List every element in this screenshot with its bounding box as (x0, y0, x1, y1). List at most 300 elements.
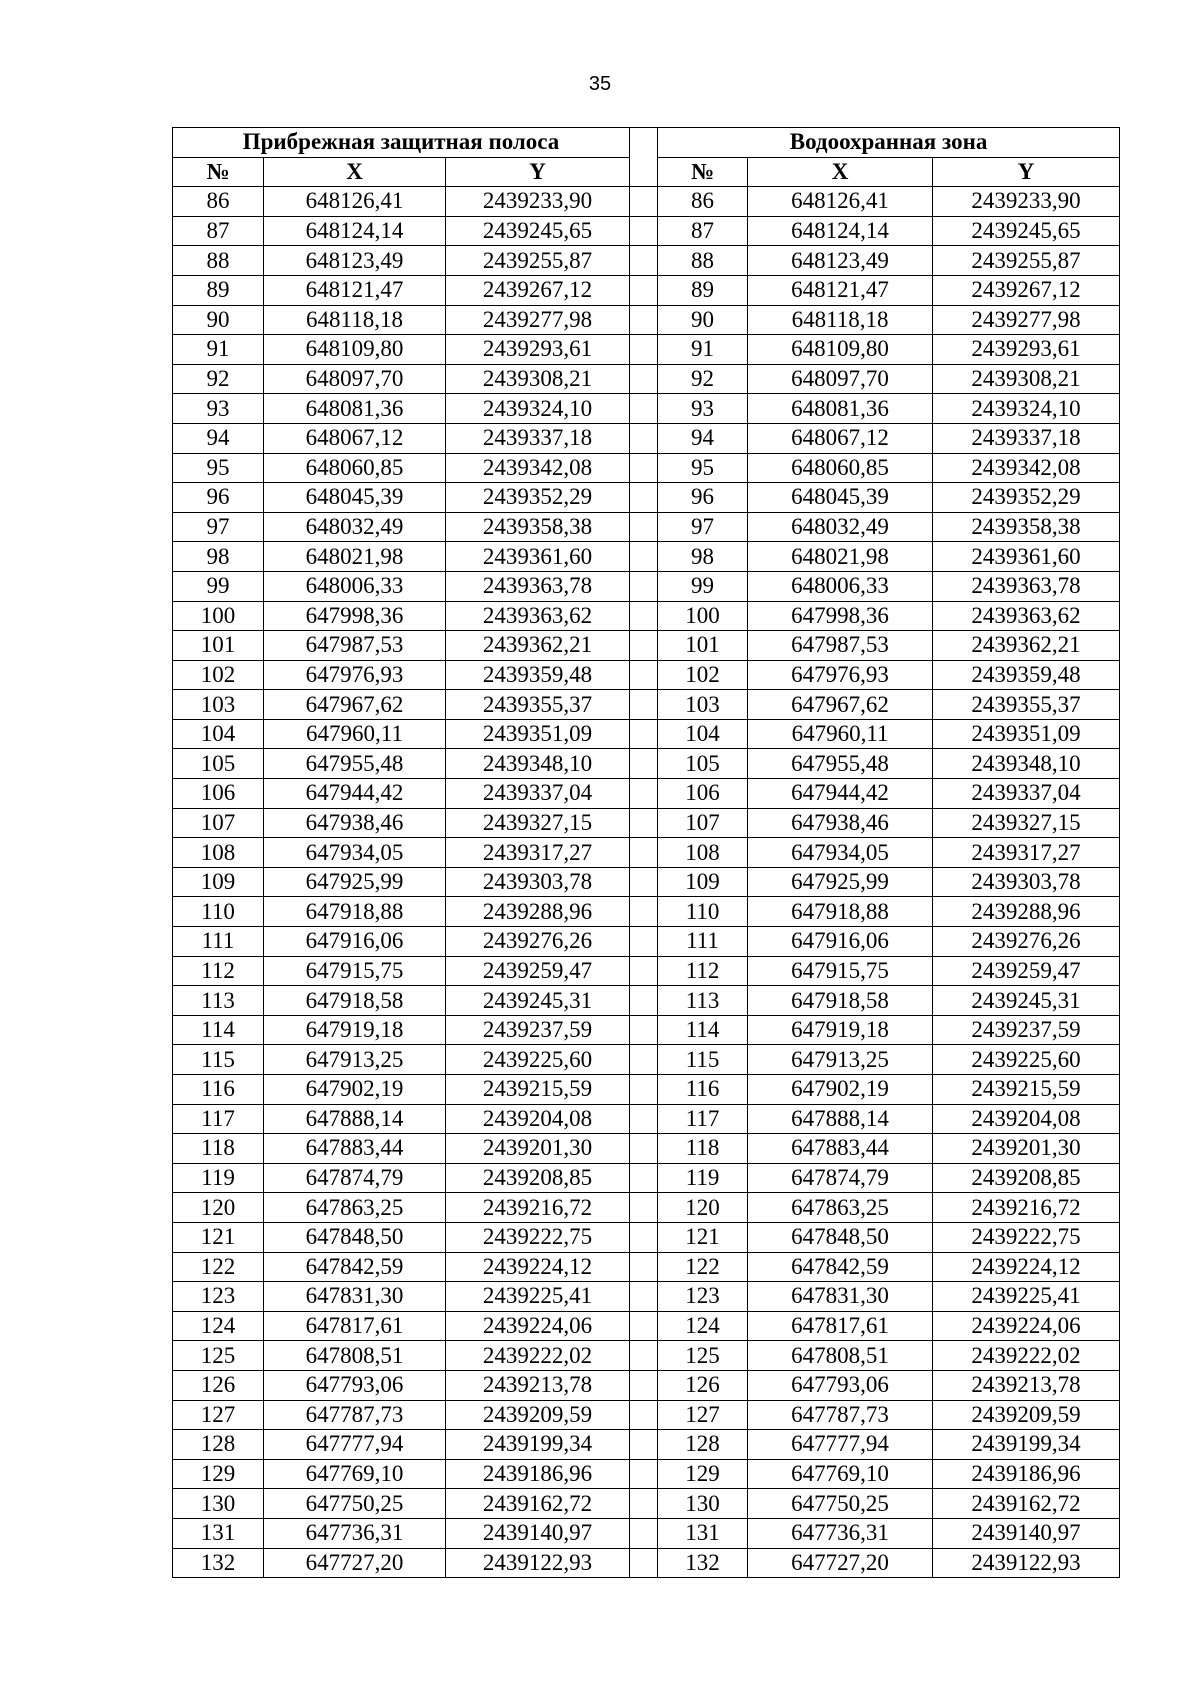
right-cell-number: 114 (658, 1015, 748, 1045)
right-cell-y: 2439245,65 (933, 216, 1120, 246)
right-cell-x: 648081,36 (748, 394, 933, 424)
right-cell-number: 117 (658, 1104, 748, 1134)
left-cell-x: 647915,75 (264, 956, 446, 986)
left-cell-number: 123 (173, 1282, 264, 1312)
left-cell-x: 647944,42 (264, 779, 446, 809)
left-cell-y: 2439363,78 (446, 571, 630, 601)
left-cell-x: 647967,62 (264, 690, 446, 720)
left-cell-number: 118 (173, 1134, 264, 1164)
left-cell-number: 121 (173, 1222, 264, 1252)
left-cell-x: 647793,06 (264, 1370, 446, 1400)
right-cell-number: 124 (658, 1311, 748, 1341)
left-cell-number: 93 (173, 394, 264, 424)
right-cell-x: 647787,73 (748, 1400, 933, 1430)
right-cell-number: 128 (658, 1430, 748, 1460)
left-cell-number: 92 (173, 364, 264, 394)
right-cell-number: 96 (658, 483, 748, 513)
left-cell-x: 647888,14 (264, 1104, 446, 1134)
right-cell-y: 2439327,15 (933, 808, 1120, 838)
left-cell-y: 2439222,02 (446, 1341, 630, 1371)
left-cell-number: 128 (173, 1430, 264, 1460)
left-cell-x: 647918,58 (264, 986, 446, 1016)
right-cell-y: 2439208,85 (933, 1163, 1120, 1193)
right-cell-number: 116 (658, 1075, 748, 1105)
title-row (173, 128, 1120, 158)
right-cell-number: 110 (658, 897, 748, 927)
table-row (173, 986, 1120, 1016)
table-row (173, 631, 1120, 661)
right-cell-y: 2439288,96 (933, 897, 1120, 927)
right-cell-x: 647831,30 (748, 1282, 933, 1312)
table-gap-cell (630, 335, 658, 365)
right-cell-number: 89 (658, 275, 748, 305)
left-cell-y: 2439216,72 (446, 1193, 630, 1223)
left-cell-x: 647919,18 (264, 1015, 446, 1045)
table-gap-cell (630, 483, 658, 513)
right-cell-number: 127 (658, 1400, 748, 1430)
table-gap-cell (630, 986, 658, 1016)
left-cell-y: 2439303,78 (446, 867, 630, 897)
left-cell-y: 2439267,12 (446, 275, 630, 305)
table-gap-cell (630, 1222, 658, 1252)
left-cell-y: 2439255,87 (446, 246, 630, 276)
right-cell-y: 2439245,31 (933, 986, 1120, 1016)
table-gap-cell (630, 956, 658, 986)
left-cell-x: 648097,70 (264, 364, 446, 394)
left-cell-y: 2439140,97 (446, 1518, 630, 1548)
right-cell-number: 120 (658, 1193, 748, 1223)
table-row (173, 1252, 1120, 1282)
left-cell-x: 647727,20 (264, 1548, 446, 1578)
left-cell-x: 648124,14 (264, 216, 446, 246)
table-row (173, 1311, 1120, 1341)
right-cell-x: 647777,94 (748, 1430, 933, 1460)
left-cell-number: 107 (173, 808, 264, 838)
right-cell-number: 100 (658, 601, 748, 631)
left-cell-y: 2439233,90 (446, 187, 630, 217)
table-gap-cell (630, 1518, 658, 1548)
right-cell-number: 132 (658, 1548, 748, 1578)
right-header-number: № (658, 157, 748, 187)
right-cell-y: 2439363,78 (933, 571, 1120, 601)
left-cell-y: 2439186,96 (446, 1459, 630, 1489)
left-cell-number: 110 (173, 897, 264, 927)
right-cell-x: 648097,70 (748, 364, 933, 394)
page-number: 35 (588, 73, 612, 95)
right-cell-number: 106 (658, 779, 748, 809)
right-cell-x: 647976,93 (748, 660, 933, 690)
table-gap-cell (630, 1400, 658, 1430)
table-row (173, 1163, 1120, 1193)
right-cell-y: 2439140,97 (933, 1518, 1120, 1548)
left-cell-x: 648032,49 (264, 512, 446, 542)
right-cell-x: 647863,25 (748, 1193, 933, 1223)
left-cell-x: 647831,30 (264, 1282, 446, 1312)
right-cell-x: 647919,18 (748, 1015, 933, 1045)
table-row (173, 1282, 1120, 1312)
left-cell-number: 120 (173, 1193, 264, 1223)
left-cell-x: 647925,99 (264, 867, 446, 897)
right-cell-number: 86 (658, 187, 748, 217)
right-cell-number: 119 (658, 1163, 748, 1193)
right-cell-number: 131 (658, 1518, 748, 1548)
left-cell-y: 2439213,78 (446, 1370, 630, 1400)
left-cell-x: 647787,73 (264, 1400, 446, 1430)
left-cell-y: 2439337,04 (446, 779, 630, 809)
left-cell-x: 647938,46 (264, 808, 446, 838)
left-cell-x: 647874,79 (264, 1163, 446, 1193)
right-cell-number: 108 (658, 838, 748, 868)
right-cell-x: 647727,20 (748, 1548, 933, 1578)
left-cell-y: 2439348,10 (446, 749, 630, 779)
left-cell-x: 647987,53 (264, 631, 446, 661)
left-cell-x: 647817,61 (264, 1311, 446, 1341)
left-cell-number: 108 (173, 838, 264, 868)
right-cell-number: 97 (658, 512, 748, 542)
left-cell-number: 103 (173, 690, 264, 720)
right-cell-number: 103 (658, 690, 748, 720)
left-cell-number: 104 (173, 719, 264, 749)
left-cell-x: 647960,11 (264, 719, 446, 749)
left-cell-y: 2439225,60 (446, 1045, 630, 1075)
right-cell-y: 2439362,21 (933, 631, 1120, 661)
table-row (173, 719, 1120, 749)
right-cell-y: 2439199,34 (933, 1430, 1120, 1460)
right-cell-y: 2439162,72 (933, 1489, 1120, 1519)
left-cell-y: 2439277,98 (446, 305, 630, 335)
right-cell-number: 112 (658, 956, 748, 986)
table-row (173, 867, 1120, 897)
right-cell-y: 2439233,90 (933, 187, 1120, 217)
right-cell-y: 2439303,78 (933, 867, 1120, 897)
table-gap-cell (630, 838, 658, 868)
table-gap-cell (630, 1489, 658, 1519)
right-cell-y: 2439225,60 (933, 1045, 1120, 1075)
table-row (173, 512, 1120, 542)
right-cell-x: 647916,06 (748, 927, 933, 957)
table-gap-cell (630, 1163, 658, 1193)
left-cell-x: 647736,31 (264, 1518, 446, 1548)
table-row (173, 571, 1120, 601)
left-cell-y: 2439245,65 (446, 216, 630, 246)
table-row (173, 275, 1120, 305)
right-cell-y: 2439363,62 (933, 601, 1120, 631)
table-row (173, 1370, 1120, 1400)
right-cell-y: 2439259,47 (933, 956, 1120, 986)
left-cell-number: 106 (173, 779, 264, 809)
right-cell-x: 648045,39 (748, 483, 933, 513)
table-gap-cell (630, 808, 658, 838)
table-gap-cell (630, 1282, 658, 1312)
left-cell-x: 648081,36 (264, 394, 446, 424)
left-cell-number: 98 (173, 542, 264, 572)
right-cell-x: 647848,50 (748, 1222, 933, 1252)
right-cell-x: 647918,58 (748, 986, 933, 1016)
table-gap-cell (630, 1252, 658, 1282)
right-cell-x: 648032,49 (748, 512, 933, 542)
right-cell-x: 647967,62 (748, 690, 933, 720)
right-cell-x: 647955,48 (748, 749, 933, 779)
left-cell-number: 125 (173, 1341, 264, 1371)
left-cell-x: 648109,80 (264, 335, 446, 365)
right-cell-x: 647902,19 (748, 1075, 933, 1105)
table-gap-cell (630, 512, 658, 542)
left-cell-number: 129 (173, 1459, 264, 1489)
right-cell-y: 2439277,98 (933, 305, 1120, 335)
right-cell-x: 647874,79 (748, 1163, 933, 1193)
right-cell-number: 109 (658, 867, 748, 897)
right-cell-x: 647944,42 (748, 779, 933, 809)
right-header-x: X (748, 157, 933, 187)
right-cell-number: 118 (658, 1134, 748, 1164)
left-cell-number: 97 (173, 512, 264, 542)
right-cell-y: 2439293,61 (933, 335, 1120, 365)
table-gap-cell (630, 216, 658, 246)
table-gap-cell (630, 1341, 658, 1371)
right-cell-y: 2439337,04 (933, 779, 1120, 809)
right-table-title: Водоохранная зона (658, 128, 1120, 158)
left-cell-y: 2439358,38 (446, 512, 630, 542)
table-row (173, 335, 1120, 365)
left-header-number: № (173, 157, 264, 187)
right-cell-x: 647842,59 (748, 1252, 933, 1282)
left-cell-y: 2439327,15 (446, 808, 630, 838)
table-gap-cell (630, 897, 658, 927)
right-cell-x: 647750,25 (748, 1489, 933, 1519)
left-cell-number: 89 (173, 275, 264, 305)
table-row (173, 927, 1120, 957)
left-cell-y: 2439308,21 (446, 364, 630, 394)
table-row (173, 1489, 1120, 1519)
left-cell-x: 647998,36 (264, 601, 446, 631)
right-cell-y: 2439352,29 (933, 483, 1120, 513)
left-cell-number: 114 (173, 1015, 264, 1045)
left-cell-x: 648118,18 (264, 305, 446, 335)
right-cell-y: 2439267,12 (933, 275, 1120, 305)
table-gap-cell (630, 1045, 658, 1075)
right-cell-x: 648006,33 (748, 571, 933, 601)
right-cell-y: 2439225,41 (933, 1282, 1120, 1312)
left-cell-y: 2439222,75 (446, 1222, 630, 1252)
table-gap-cell (630, 690, 658, 720)
table-row (173, 838, 1120, 868)
left-cell-y: 2439208,85 (446, 1163, 630, 1193)
left-cell-number: 127 (173, 1400, 264, 1430)
left-cell-number: 100 (173, 601, 264, 631)
right-cell-x: 648021,98 (748, 542, 933, 572)
right-cell-number: 98 (658, 542, 748, 572)
table-row (173, 601, 1120, 631)
left-cell-x: 647808,51 (264, 1341, 446, 1371)
left-cell-x: 647842,59 (264, 1252, 446, 1282)
right-cell-number: 115 (658, 1045, 748, 1075)
table-gap-cell (630, 927, 658, 957)
table-gap-cell (630, 1134, 658, 1164)
right-cell-x: 648126,41 (748, 187, 933, 217)
right-cell-y: 2439342,08 (933, 453, 1120, 483)
right-cell-number: 121 (658, 1222, 748, 1252)
table-row (173, 216, 1120, 246)
table-gap-cell (630, 779, 658, 809)
table-row (173, 897, 1120, 927)
left-header-x: X (264, 157, 446, 187)
right-cell-y: 2439237,59 (933, 1015, 1120, 1045)
left-cell-x: 648060,85 (264, 453, 446, 483)
table-body (173, 187, 1120, 1578)
table-row (173, 1222, 1120, 1252)
right-cell-number: 123 (658, 1282, 748, 1312)
table-gap-cell (630, 1430, 658, 1460)
left-cell-y: 2439288,96 (446, 897, 630, 927)
table-gap-cell (630, 631, 658, 661)
right-cell-number: 99 (658, 571, 748, 601)
left-cell-number: 122 (173, 1252, 264, 1282)
right-cell-number: 130 (658, 1489, 748, 1519)
left-cell-number: 130 (173, 1489, 264, 1519)
right-cell-y: 2439224,12 (933, 1252, 1120, 1282)
right-cell-x: 648118,18 (748, 305, 933, 335)
right-cell-number: 105 (658, 749, 748, 779)
table-row (173, 1430, 1120, 1460)
table-row (173, 1134, 1120, 1164)
right-cell-x: 648121,47 (748, 275, 933, 305)
table-gap-cell (630, 1548, 658, 1578)
right-cell-number: 125 (658, 1341, 748, 1371)
right-cell-x: 648060,85 (748, 453, 933, 483)
right-cell-number: 126 (658, 1370, 748, 1400)
left-cell-x: 647902,19 (264, 1075, 446, 1105)
left-cell-y: 2439324,10 (446, 394, 630, 424)
table-row (173, 1075, 1120, 1105)
right-cell-y: 2439201,30 (933, 1134, 1120, 1164)
table-row (173, 660, 1120, 690)
table-row (173, 1193, 1120, 1223)
left-cell-x: 647934,05 (264, 838, 446, 868)
left-cell-number: 119 (173, 1163, 264, 1193)
table-row (173, 1518, 1120, 1548)
right-cell-x: 647883,44 (748, 1134, 933, 1164)
left-cell-x: 647777,94 (264, 1430, 446, 1460)
table-row (173, 1341, 1120, 1371)
left-cell-y: 2439276,26 (446, 927, 630, 957)
table-gap-cell (630, 749, 658, 779)
table-row (173, 453, 1120, 483)
right-cell-number: 90 (658, 305, 748, 335)
left-cell-y: 2439342,08 (446, 453, 630, 483)
right-cell-x: 647769,10 (748, 1459, 933, 1489)
left-cell-y: 2439361,60 (446, 542, 630, 572)
right-cell-x: 648124,14 (748, 216, 933, 246)
left-cell-y: 2439237,59 (446, 1015, 630, 1045)
table-gap-cell (630, 1104, 658, 1134)
table-row (173, 808, 1120, 838)
right-cell-x: 647934,05 (748, 838, 933, 868)
table-row (173, 394, 1120, 424)
left-cell-x: 647863,25 (264, 1193, 446, 1223)
right-cell-x: 647918,88 (748, 897, 933, 927)
left-cell-y: 2439293,61 (446, 335, 630, 365)
right-cell-x: 648123,49 (748, 246, 933, 276)
left-cell-number: 109 (173, 867, 264, 897)
right-cell-y: 2439213,78 (933, 1370, 1120, 1400)
left-cell-y: 2439359,48 (446, 660, 630, 690)
table-gap-cell (630, 1075, 658, 1105)
left-cell-y: 2439199,34 (446, 1430, 630, 1460)
left-cell-number: 99 (173, 571, 264, 601)
right-cell-number: 92 (658, 364, 748, 394)
left-cell-x: 647955,48 (264, 749, 446, 779)
left-cell-number: 131 (173, 1518, 264, 1548)
table-row (173, 423, 1120, 453)
right-cell-y: 2439204,08 (933, 1104, 1120, 1134)
right-cell-y: 2439215,59 (933, 1075, 1120, 1105)
right-cell-x: 648109,80 (748, 335, 933, 365)
left-cell-y: 2439259,47 (446, 956, 630, 986)
left-cell-x: 648123,49 (264, 246, 446, 276)
left-cell-number: 96 (173, 483, 264, 513)
right-cell-y: 2439337,18 (933, 423, 1120, 453)
table-row (173, 542, 1120, 572)
left-cell-y: 2439352,29 (446, 483, 630, 513)
table-gap-cell (630, 1015, 658, 1045)
right-cell-y: 2439317,27 (933, 838, 1120, 868)
right-cell-y: 2439255,87 (933, 246, 1120, 276)
table-gap-cell (630, 1193, 658, 1223)
left-cell-y: 2439162,72 (446, 1489, 630, 1519)
table-row (173, 246, 1120, 276)
table-row (173, 1104, 1120, 1134)
left-cell-x: 647769,10 (264, 1459, 446, 1489)
right-cell-x: 647793,06 (748, 1370, 933, 1400)
left-cell-number: 102 (173, 660, 264, 690)
left-cell-y: 2439215,59 (446, 1075, 630, 1105)
left-cell-y: 2439362,21 (446, 631, 630, 661)
table-gap-cell (630, 1459, 658, 1489)
right-cell-y: 2439361,60 (933, 542, 1120, 572)
right-cell-x: 647987,53 (748, 631, 933, 661)
right-cell-number: 91 (658, 335, 748, 365)
left-cell-y: 2439201,30 (446, 1134, 630, 1164)
right-cell-number: 113 (658, 986, 748, 1016)
table-row (173, 1400, 1120, 1430)
table-gap-cell (630, 719, 658, 749)
table-gap-cell (630, 867, 658, 897)
table-gap-cell (630, 660, 658, 690)
table-row (173, 1548, 1120, 1578)
table-gap-cell (630, 246, 658, 276)
left-cell-x: 647913,25 (264, 1045, 446, 1075)
left-cell-x: 647976,93 (264, 660, 446, 690)
left-cell-y: 2439355,37 (446, 690, 630, 720)
table-gap (630, 128, 658, 187)
left-cell-number: 91 (173, 335, 264, 365)
left-cell-x: 647918,88 (264, 897, 446, 927)
right-cell-x: 647960,11 (748, 719, 933, 749)
left-cell-number: 94 (173, 423, 264, 453)
left-cell-y: 2439363,62 (446, 601, 630, 631)
right-cell-number: 94 (658, 423, 748, 453)
right-cell-y: 2439276,26 (933, 927, 1120, 957)
table-gap-cell (630, 601, 658, 631)
right-cell-y: 2439324,10 (933, 394, 1120, 424)
left-cell-number: 101 (173, 631, 264, 661)
right-cell-x: 647817,61 (748, 1311, 933, 1341)
table-row (173, 483, 1120, 513)
left-cell-number: 113 (173, 986, 264, 1016)
right-cell-number: 102 (658, 660, 748, 690)
right-cell-x: 647938,46 (748, 808, 933, 838)
table-row (173, 187, 1120, 217)
